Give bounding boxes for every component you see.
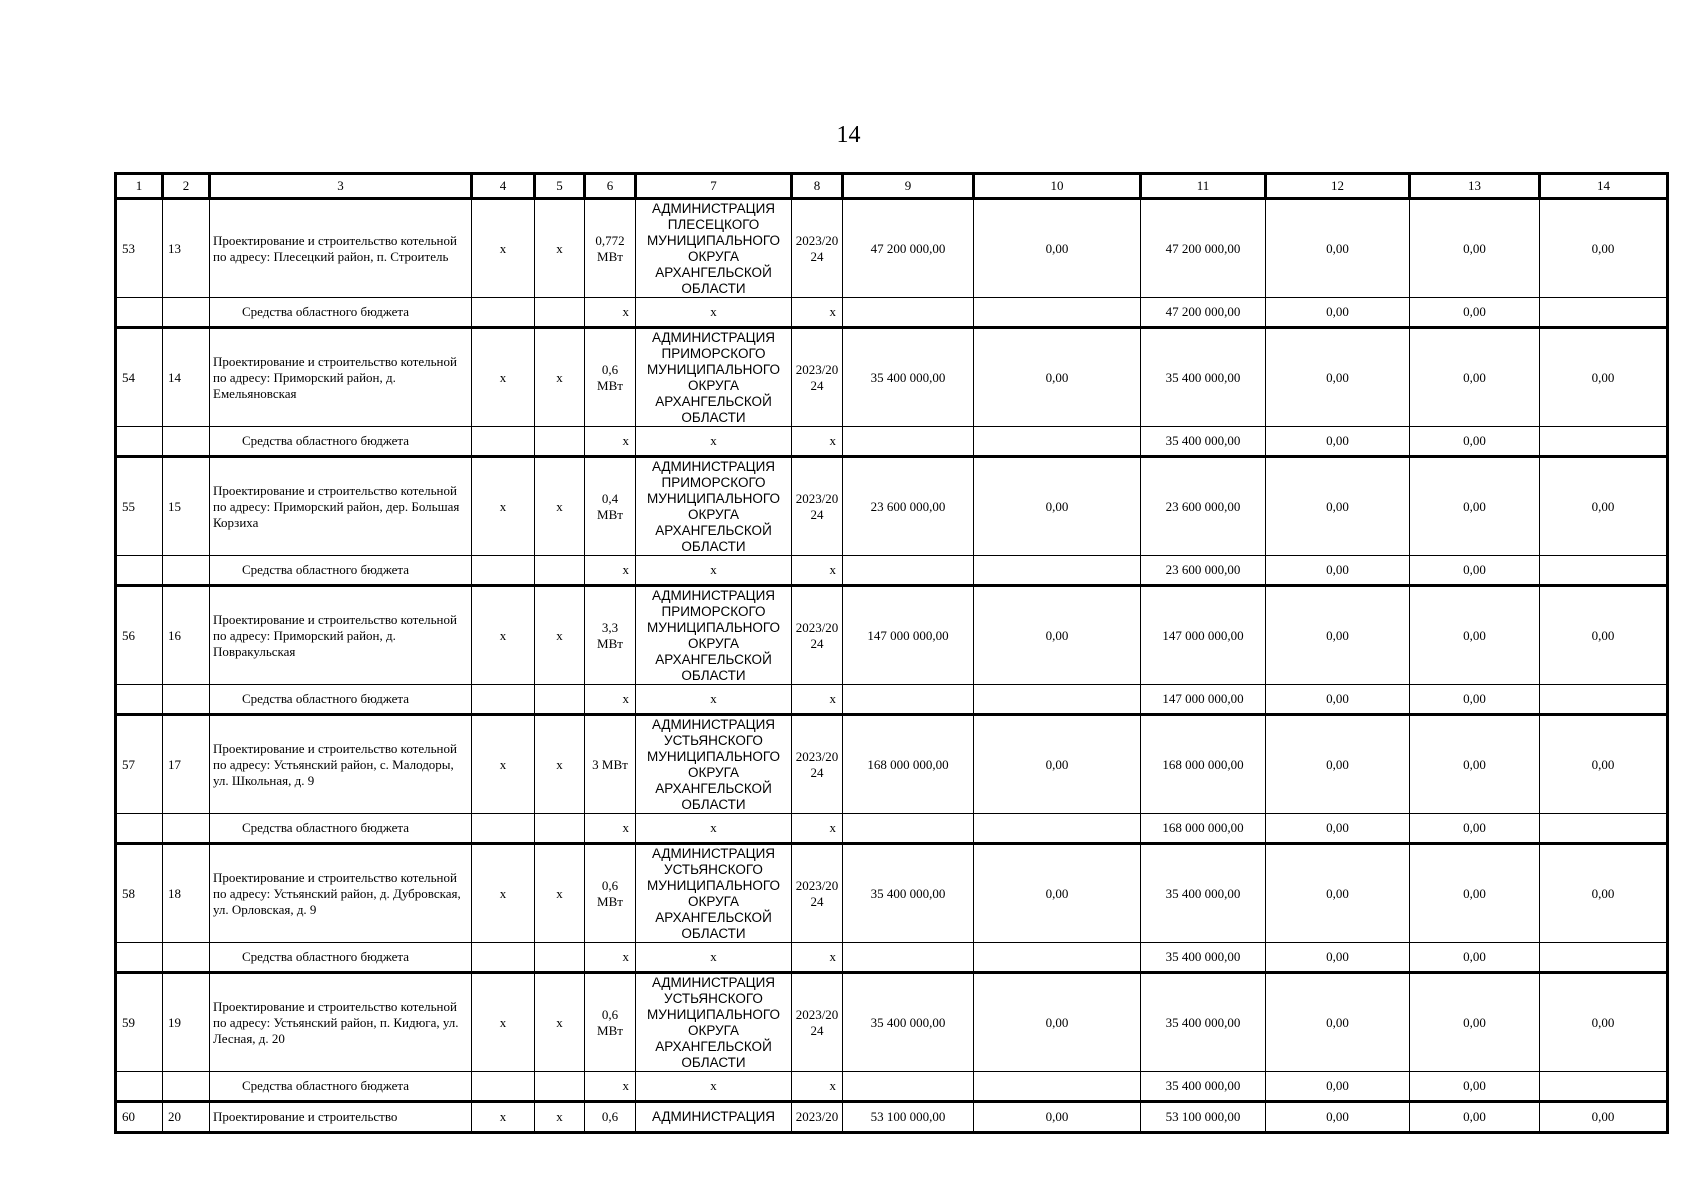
amount-col-12: 0,00	[1266, 328, 1410, 427]
column-header: 5	[535, 174, 585, 199]
source-col-7: x	[636, 685, 792, 715]
empty-cell	[843, 943, 974, 973]
amount-col-13: 0,00	[1410, 199, 1540, 298]
organization-line: АДМИНИСТРАЦИЯ	[651, 716, 776, 732]
object-name: Проектирование и строительство котельной по адресу: Устьянский район, п. Кидюга, ул. Лесная, д. 20	[210, 973, 472, 1072]
source-amount-col-13: 0,00	[1410, 427, 1540, 457]
column-header: 10	[974, 174, 1141, 199]
organization-line: ПРИМОРСКОГО	[661, 345, 766, 361]
organization-line: АДМИНИСТРАЦИЯ	[651, 458, 776, 474]
amount-col-12: 0,00	[1266, 1102, 1410, 1133]
responsible-organization	[636, 328, 792, 427]
row-subnumber: 19	[163, 973, 210, 1072]
empty-cell	[116, 943, 163, 973]
organization-line: ОБЛАСТИ	[681, 796, 746, 812]
cell-col-4: x	[472, 328, 535, 427]
empty-cell	[1540, 427, 1668, 457]
empty-cell	[116, 685, 163, 715]
organization-line: ОБЛАСТИ	[681, 280, 746, 296]
amount-col-13: 0,00	[1410, 586, 1540, 685]
table-row	[116, 1102, 1668, 1133]
organization-line: АРХАНГЕЛЬСКОЙ	[655, 264, 772, 280]
empty-cell	[535, 427, 585, 457]
organization-line: ОБЛАСТИ	[681, 1054, 746, 1070]
implementation-period: 2023/20 24	[792, 715, 843, 814]
source-amount-col-11: 147 000 000,00	[1141, 685, 1266, 715]
amount-col-13: 0,00	[1410, 1102, 1540, 1133]
empty-cell	[535, 943, 585, 973]
empty-cell	[974, 814, 1141, 844]
organization-line: АРХАНГЕЛЬСКОЙ	[655, 522, 772, 538]
row-number: 53	[116, 199, 163, 298]
organization-line: МУНИЦИПАЛЬНОГО	[647, 619, 780, 635]
organization-line: АРХАНГЕЛЬСКОЙ	[655, 909, 772, 925]
organization-line: УСТЬЯНСКОГО	[664, 732, 763, 748]
source-col-6: x	[585, 1072, 636, 1102]
amount-col-10: 0,00	[974, 328, 1141, 427]
empty-cell	[472, 1072, 535, 1102]
organization-line: МУНИЦИПАЛЬНОГО	[647, 1006, 780, 1022]
source-col-7: x	[636, 814, 792, 844]
funding-source-row	[116, 427, 1668, 457]
row-subnumber: 20	[163, 1102, 210, 1133]
object-name: Проектирование и строительство котельной по адресу: Приморский район, дер. Большая Корзиха	[210, 457, 472, 556]
table-row	[116, 328, 1668, 427]
cell-col-4: x	[472, 715, 535, 814]
amount-col-13: 0,00	[1410, 715, 1540, 814]
funding-source-row	[116, 814, 1668, 844]
empty-cell	[974, 1072, 1141, 1102]
cell-col-4: x	[472, 199, 535, 298]
column-header: 3	[210, 174, 472, 199]
empty-cell	[472, 943, 535, 973]
amount-col-13: 0,00	[1410, 844, 1540, 943]
capacity: 3,3 МВт	[585, 586, 636, 685]
empty-cell	[1540, 943, 1668, 973]
object-name: Проектирование и строительство котельной по адресу: Приморский район, д. Емельяновская	[210, 328, 472, 427]
source-amount-col-12: 0,00	[1266, 1072, 1410, 1102]
organization-line: АРХАНГЕЛЬСКОЙ	[655, 1038, 772, 1054]
column-header: 9	[843, 174, 974, 199]
column-header: 11	[1141, 174, 1266, 199]
amount-col-14: 0,00	[1540, 199, 1668, 298]
organization-line: ОБЛАСТИ	[681, 538, 746, 554]
amount-col-12: 0,00	[1266, 586, 1410, 685]
capacity: 3 МВт	[585, 715, 636, 814]
source-amount-col-12: 0,00	[1266, 556, 1410, 586]
row-number: 56	[116, 586, 163, 685]
funding-source-label: Средства областного бюджета	[210, 427, 472, 457]
empty-cell	[974, 685, 1141, 715]
amount-col-10: 0,00	[974, 715, 1141, 814]
column-header: 12	[1266, 174, 1410, 199]
empty-cell	[116, 298, 163, 328]
source-col-6: x	[585, 685, 636, 715]
funding-source-row	[116, 1072, 1668, 1102]
row-number: 58	[116, 844, 163, 943]
source-col-7: x	[636, 1072, 792, 1102]
row-subnumber: 13	[163, 199, 210, 298]
row-number: 57	[116, 715, 163, 814]
amount-col-12: 0,00	[1266, 973, 1410, 1072]
amount-col-10: 0,00	[974, 199, 1141, 298]
organization-line: МУНИЦИПАЛЬНОГО	[647, 877, 780, 893]
source-amount-col-13: 0,00	[1410, 1072, 1540, 1102]
empty-cell	[472, 685, 535, 715]
source-col-8: x	[792, 943, 843, 973]
empty-cell	[974, 556, 1141, 586]
source-col-8: x	[792, 1072, 843, 1102]
funding-source-label: Средства областного бюджета	[210, 943, 472, 973]
empty-cell	[843, 298, 974, 328]
capacity: 0,772 МВт	[585, 199, 636, 298]
organization-line: АРХАНГЕЛЬСКОЙ	[655, 651, 772, 667]
source-amount-col-12: 0,00	[1266, 685, 1410, 715]
amount-col-14: 0,00	[1540, 586, 1668, 685]
amount-col-11: 168 000 000,00	[1141, 715, 1266, 814]
capacity: 0,6	[585, 1102, 636, 1133]
organization-line: ОБЛАСТИ	[681, 409, 746, 425]
amount-col-10: 0,00	[974, 1102, 1141, 1133]
organization-line: УСТЬЯНСКОГО	[664, 861, 763, 877]
amount-col-11: 35 400 000,00	[1141, 328, 1266, 427]
source-amount-col-12: 0,00	[1266, 427, 1410, 457]
column-header: 2	[163, 174, 210, 199]
table-row	[116, 199, 1668, 298]
organization-line: УСТЬЯНСКОГО	[664, 990, 763, 1006]
amount-total: 35 400 000,00	[843, 844, 974, 943]
source-col-6: x	[585, 943, 636, 973]
empty-cell	[843, 556, 974, 586]
funding-source-label: Средства областного бюджета	[210, 814, 472, 844]
empty-cell	[974, 943, 1141, 973]
empty-cell	[472, 298, 535, 328]
organization-line: ОКРУГА	[687, 506, 740, 522]
capacity: 0,6 МВт	[585, 328, 636, 427]
source-col-6: x	[585, 556, 636, 586]
organization-line: МУНИЦИПАЛЬНОГО	[647, 490, 780, 506]
funding-source-label: Средства областного бюджета	[210, 1072, 472, 1102]
amount-col-10: 0,00	[974, 586, 1141, 685]
page-number: 14	[836, 122, 861, 148]
row-subnumber: 15	[163, 457, 210, 556]
empty-cell	[535, 814, 585, 844]
empty-cell	[163, 814, 210, 844]
empty-cell	[974, 427, 1141, 457]
source-amount-col-13: 0,00	[1410, 685, 1540, 715]
funding-source-row	[116, 298, 1668, 328]
source-col-8: x	[792, 427, 843, 457]
amount-col-14: 0,00	[1540, 844, 1668, 943]
table-row	[116, 844, 1668, 943]
amount-col-14: 0,00	[1540, 457, 1668, 556]
cell-col-4: x	[472, 1102, 535, 1133]
amount-total: 53 100 000,00	[843, 1102, 974, 1133]
funding-source-label: Средства областного бюджета	[210, 298, 472, 328]
amount-total: 168 000 000,00	[843, 715, 974, 814]
organization-line: ОКРУГА	[687, 764, 740, 780]
source-col-6: x	[585, 427, 636, 457]
empty-cell	[163, 298, 210, 328]
organization-line: ОБЛАСТИ	[681, 667, 746, 683]
capacity: 0,4 МВт	[585, 457, 636, 556]
empty-cell	[163, 685, 210, 715]
row-number: 59	[116, 973, 163, 1072]
empty-cell	[1540, 814, 1668, 844]
object-name: Проектирование и строительство	[210, 1102, 472, 1133]
implementation-period: 2023/20 24	[792, 199, 843, 298]
implementation-period: 2023/20 24	[792, 457, 843, 556]
source-amount-col-11: 35 400 000,00	[1141, 427, 1266, 457]
row-number: 55	[116, 457, 163, 556]
empty-cell	[1540, 1072, 1668, 1102]
amount-col-11: 147 000 000,00	[1141, 586, 1266, 685]
empty-cell	[1540, 685, 1668, 715]
cell-col-5: x	[535, 199, 585, 298]
empty-cell	[472, 814, 535, 844]
empty-cell	[472, 427, 535, 457]
amount-total: 23 600 000,00	[843, 457, 974, 556]
empty-cell	[116, 427, 163, 457]
object-name: Проектирование и строительство котельной по адресу: Устьянский район, д. Дубровская, ул. Орловская, д. 9	[210, 844, 472, 943]
source-amount-col-13: 0,00	[1410, 943, 1540, 973]
organization-line: ОКРУГА	[687, 248, 740, 264]
empty-cell	[472, 556, 535, 586]
organization-line: АДМИНИСТРАЦИЯ	[651, 974, 776, 990]
cell-col-4: x	[472, 457, 535, 556]
source-col-7: x	[636, 298, 792, 328]
organization-line: ОКРУГА	[687, 1022, 740, 1038]
amount-col-11: 23 600 000,00	[1141, 457, 1266, 556]
source-col-7: x	[636, 556, 792, 586]
cell-col-5: x	[535, 457, 585, 556]
source-amount-col-13: 0,00	[1410, 298, 1540, 328]
cell-col-4: x	[472, 973, 535, 1072]
funding-source-row	[116, 556, 1668, 586]
empty-cell	[843, 814, 974, 844]
organization-line: ОКРУГА	[687, 377, 740, 393]
cell-col-4: x	[472, 586, 535, 685]
source-col-6: x	[585, 814, 636, 844]
column-header: 1	[116, 174, 163, 199]
table-row	[116, 457, 1668, 556]
column-number-row	[116, 174, 1668, 199]
source-amount-col-11: 168 000 000,00	[1141, 814, 1266, 844]
organization-line: АДМИНИСТРАЦИЯ	[651, 845, 776, 861]
organization-line: МУНИЦИПАЛЬНОГО	[647, 361, 780, 377]
amount-col-12: 0,00	[1266, 715, 1410, 814]
column-header: 7	[636, 174, 792, 199]
empty-cell	[535, 685, 585, 715]
amount-col-11: 35 400 000,00	[1141, 973, 1266, 1072]
budget-table	[114, 172, 1669, 1134]
table-row	[116, 715, 1668, 814]
column-header: 14	[1540, 174, 1668, 199]
amount-col-10: 0,00	[974, 457, 1141, 556]
source-amount-col-11: 35 400 000,00	[1141, 1072, 1266, 1102]
empty-cell	[163, 943, 210, 973]
empty-cell	[535, 556, 585, 586]
cell-col-5: x	[535, 844, 585, 943]
table-row	[116, 973, 1668, 1072]
amount-col-12: 0,00	[1266, 199, 1410, 298]
empty-cell	[1540, 298, 1668, 328]
source-amount-col-12: 0,00	[1266, 943, 1410, 973]
amount-total: 47 200 000,00	[843, 199, 974, 298]
source-col-8: x	[792, 814, 843, 844]
responsible-organization	[636, 715, 792, 814]
organization-line: МУНИЦИПАЛЬНОГО	[647, 232, 780, 248]
implementation-period: 2023/20 24	[792, 586, 843, 685]
source-col-8: x	[792, 298, 843, 328]
funding-source-label: Средства областного бюджета	[210, 685, 472, 715]
empty-cell	[1540, 556, 1668, 586]
empty-cell	[163, 556, 210, 586]
empty-cell	[163, 1072, 210, 1102]
empty-cell	[974, 298, 1141, 328]
amount-col-11: 53 100 000,00	[1141, 1102, 1266, 1133]
responsible-organization	[636, 973, 792, 1072]
amount-col-10: 0,00	[974, 973, 1141, 1072]
responsible-organization	[636, 586, 792, 685]
cell-col-5: x	[535, 586, 585, 685]
amount-col-13: 0,00	[1410, 328, 1540, 427]
cell-col-4: x	[472, 844, 535, 943]
empty-cell	[116, 556, 163, 586]
source-amount-col-11: 35 400 000,00	[1141, 943, 1266, 973]
responsible-organization	[636, 199, 792, 298]
empty-cell	[843, 427, 974, 457]
source-amount-col-13: 0,00	[1410, 814, 1540, 844]
organization-line: ОКРУГА	[687, 893, 740, 909]
row-subnumber: 17	[163, 715, 210, 814]
empty-cell	[116, 1072, 163, 1102]
amount-col-14: 0,00	[1540, 328, 1668, 427]
source-amount-col-11: 23 600 000,00	[1141, 556, 1266, 586]
organization-line: ПРИМОРСКОГО	[661, 603, 766, 619]
amount-col-14: 0,00	[1540, 1102, 1668, 1133]
funding-source-label: Средства областного бюджета	[210, 556, 472, 586]
implementation-period: 2023/20 24	[792, 844, 843, 943]
cell-col-5: x	[535, 715, 585, 814]
source-col-7: x	[636, 943, 792, 973]
amount-col-13: 0,00	[1410, 973, 1540, 1072]
row-subnumber: 14	[163, 328, 210, 427]
implementation-period: 2023/20	[792, 1102, 843, 1133]
funding-source-row	[116, 685, 1668, 715]
row-number: 60	[116, 1102, 163, 1133]
amount-total: 35 400 000,00	[843, 328, 974, 427]
organization-line: АРХАНГЕЛЬСКОЙ	[655, 393, 772, 409]
capacity: 0,6 МВт	[585, 973, 636, 1072]
row-number: 54	[116, 328, 163, 427]
amount-col-14: 0,00	[1540, 715, 1668, 814]
organization-line: АДМИНИСТРАЦИЯ	[651, 329, 776, 345]
cell-col-5: x	[535, 1102, 585, 1133]
column-header: 13	[1410, 174, 1540, 199]
source-col-7: x	[636, 427, 792, 457]
amount-col-10: 0,00	[974, 844, 1141, 943]
empty-cell	[535, 298, 585, 328]
cell-col-5: x	[535, 328, 585, 427]
empty-cell	[843, 1072, 974, 1102]
row-subnumber: 16	[163, 586, 210, 685]
amount-col-13: 0,00	[1410, 457, 1540, 556]
column-header: 8	[792, 174, 843, 199]
table-row	[116, 586, 1668, 685]
object-name: Проектирование и строительство котельной по адресу: Плесецкий район, п. Строитель	[210, 199, 472, 298]
source-amount-col-11: 47 200 000,00	[1141, 298, 1266, 328]
organization-line: ПЛЕСЕЦКОГО	[667, 216, 760, 232]
object-name: Проектирование и строительство котельной по адресу: Устьянский район, с. Малодоры, ул. Школьная, д. 9	[210, 715, 472, 814]
amount-col-12: 0,00	[1266, 844, 1410, 943]
organization-line: АРХАНГЕЛЬСКОЙ	[655, 780, 772, 796]
organization-line: ПРИМОРСКОГО	[661, 474, 766, 490]
source-amount-col-13: 0,00	[1410, 556, 1540, 586]
column-header: 6	[585, 174, 636, 199]
cell-col-5: x	[535, 973, 585, 1072]
source-col-8: x	[792, 556, 843, 586]
organization-line: ОБЛАСТИ	[681, 925, 746, 941]
source-col-6: x	[585, 298, 636, 328]
implementation-period: 2023/20 24	[792, 973, 843, 1072]
empty-cell	[843, 685, 974, 715]
amount-col-11: 47 200 000,00	[1141, 199, 1266, 298]
responsible-organization	[636, 457, 792, 556]
responsible-organization: АДМИНИСТРАЦИЯ	[636, 1102, 792, 1133]
capacity: 0,6 МВт	[585, 844, 636, 943]
organization-line: ОКРУГА	[687, 635, 740, 651]
responsible-organization	[636, 844, 792, 943]
amount-total: 35 400 000,00	[843, 973, 974, 1072]
organization-line: МУНИЦИПАЛЬНОГО	[647, 748, 780, 764]
amount-col-12: 0,00	[1266, 457, 1410, 556]
amount-total: 147 000 000,00	[843, 586, 974, 685]
source-col-8: x	[792, 685, 843, 715]
funding-source-row	[116, 943, 1668, 973]
empty-cell	[535, 1072, 585, 1102]
empty-cell	[163, 427, 210, 457]
empty-cell	[116, 814, 163, 844]
column-header: 4	[472, 174, 535, 199]
amount-col-14: 0,00	[1540, 973, 1668, 1072]
source-amount-col-12: 0,00	[1266, 298, 1410, 328]
object-name: Проектирование и строительство котельной по адресу: Приморский район, д. Повракульская	[210, 586, 472, 685]
implementation-period: 2023/20 24	[792, 328, 843, 427]
amount-col-11: 35 400 000,00	[1141, 844, 1266, 943]
source-amount-col-12: 0,00	[1266, 814, 1410, 844]
organization-line: АДМИНИСТРАЦИЯ	[651, 200, 776, 216]
row-subnumber: 18	[163, 844, 210, 943]
organization-line: АДМИНИСТРАЦИЯ	[651, 587, 776, 603]
